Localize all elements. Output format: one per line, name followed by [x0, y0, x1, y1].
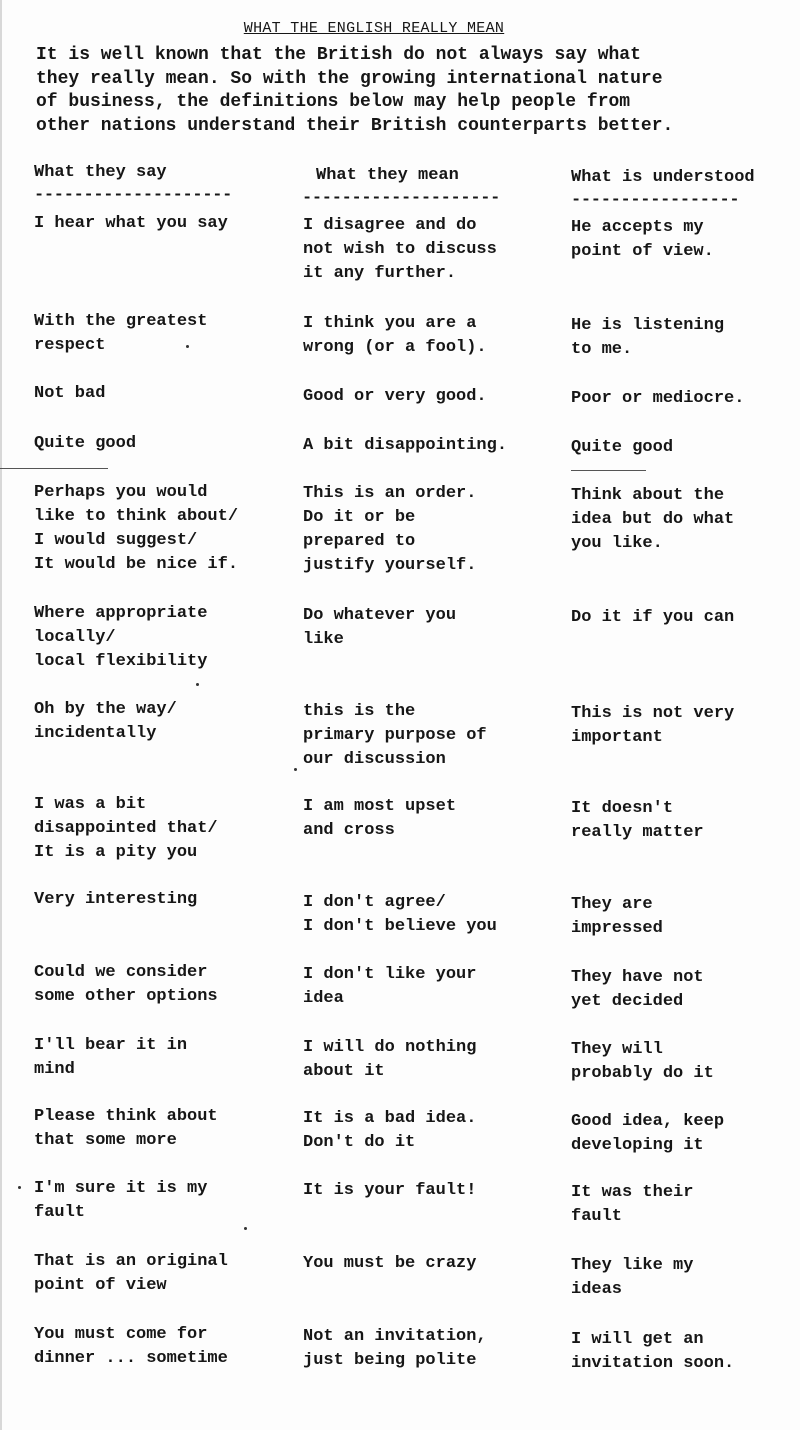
- mean-cell: You must be crazy: [303, 1254, 477, 1273]
- header-underline-mean: --------------------: [302, 189, 501, 208]
- say-cell: I'll bear it in mind: [34, 1036, 188, 1079]
- say-cell: I'm sure it is my fault: [34, 1179, 208, 1222]
- say-cell: Where appropriate locally/ local flexibility: [34, 604, 208, 671]
- scan-speck: [244, 1227, 247, 1230]
- understood-cell: They will probably do it: [571, 1040, 714, 1083]
- say-cell: With the greatest respect: [34, 312, 208, 355]
- say-cell: Could we consider some other options: [34, 963, 218, 1006]
- say-cell: Perhaps you would like to think about/ I would suggest/ It would be nice if.: [34, 483, 239, 574]
- say-cell: I hear what you say: [34, 214, 228, 233]
- header-what-they-mean: What they mean: [316, 166, 459, 185]
- scan-speck: [196, 683, 199, 686]
- understood-cell: It doesn't really matter: [571, 799, 704, 842]
- understood-cell: He is listening to me.: [571, 316, 725, 359]
- header-what-is-understood: What is understood: [571, 168, 755, 187]
- say-cell: Quite good: [34, 434, 137, 453]
- understood-cell: Quite good: [571, 438, 674, 457]
- mean-cell: I think you are a wrong (or a fool).: [303, 314, 487, 357]
- understood-cell: Do it if you can: [571, 608, 735, 627]
- mean-cell: Do whatever you like: [303, 606, 457, 649]
- intro-line: It is well known that the British do not always say what: [36, 45, 641, 65]
- mean-cell: Good or very good.: [303, 387, 487, 406]
- understood-cell: He accepts my point of view.: [571, 218, 714, 261]
- say-cell: Very interesting: [34, 890, 198, 909]
- separator-rule: [571, 470, 646, 471]
- scan-speck: [294, 768, 297, 771]
- intro-line: of business, the definitions below may help people from: [36, 92, 631, 112]
- scan-speck: [186, 345, 189, 348]
- mean-cell: It is your fault!: [303, 1181, 477, 1200]
- say-cell: You must come for dinner ... sometime: [34, 1325, 228, 1368]
- mean-cell: Not an invitation, just being polite: [303, 1327, 487, 1370]
- understood-cell: Good idea, keep developing it: [571, 1112, 725, 1155]
- understood-cell: I will get an invitation soon.: [571, 1330, 735, 1373]
- say-cell: Not bad: [34, 384, 106, 403]
- header-what-they-say: What they say: [34, 163, 167, 182]
- mean-cell: I don't agree/ I don't believe you: [303, 893, 497, 936]
- understood-cell: This is not very important: [571, 704, 735, 747]
- mean-cell: I don't like your idea: [303, 965, 477, 1008]
- mean-cell: This is an order. Do it or be prepared to justify yourself.: [303, 484, 477, 575]
- mean-cell: I am most upset and cross: [303, 797, 457, 840]
- intro-line: they really mean. So with the growing international nature: [36, 68, 663, 89]
- understood-cell: They are impressed: [571, 895, 663, 938]
- mean-cell: I will do nothing about it: [303, 1038, 477, 1081]
- header-underline-say: --------------------: [34, 186, 233, 205]
- intro-line: other nations understand their British counterparts better.: [36, 115, 674, 136]
- say-cell: Oh by the way/ incidentally: [34, 700, 177, 743]
- say-cell: That is an original point of view: [34, 1252, 228, 1295]
- separator-rule: [0, 468, 108, 469]
- mean-cell: It is a bad idea. Don't do it: [303, 1109, 477, 1152]
- understood-cell: They have not yet decided: [571, 968, 704, 1011]
- mean-cell: A bit disappointing.: [303, 436, 508, 455]
- scan-edge: [0, 0, 2, 1430]
- document-title: WHAT THE ENGLISH REALLY MEAN: [243, 20, 505, 37]
- understood-cell: Think about the idea but do what you like.: [571, 486, 735, 553]
- header-underline-understood: -----------------: [571, 191, 740, 210]
- scan-speck: [18, 1186, 21, 1189]
- say-cell: I was a bit disappointed that/ It is a pity you: [34, 795, 218, 862]
- intro-paragraph: [36, 44, 776, 138]
- understood-cell: Poor or mediocre.: [571, 389, 745, 408]
- understood-cell: They like my ideas: [571, 1256, 694, 1299]
- mean-cell: this is the primary purpose of our discussion: [303, 702, 487, 769]
- mean-cell: I disagree and do not wish to discuss it any further.: [303, 216, 497, 283]
- understood-cell: It was their fault: [571, 1183, 694, 1226]
- say-cell: Please think about that some more: [34, 1107, 218, 1150]
